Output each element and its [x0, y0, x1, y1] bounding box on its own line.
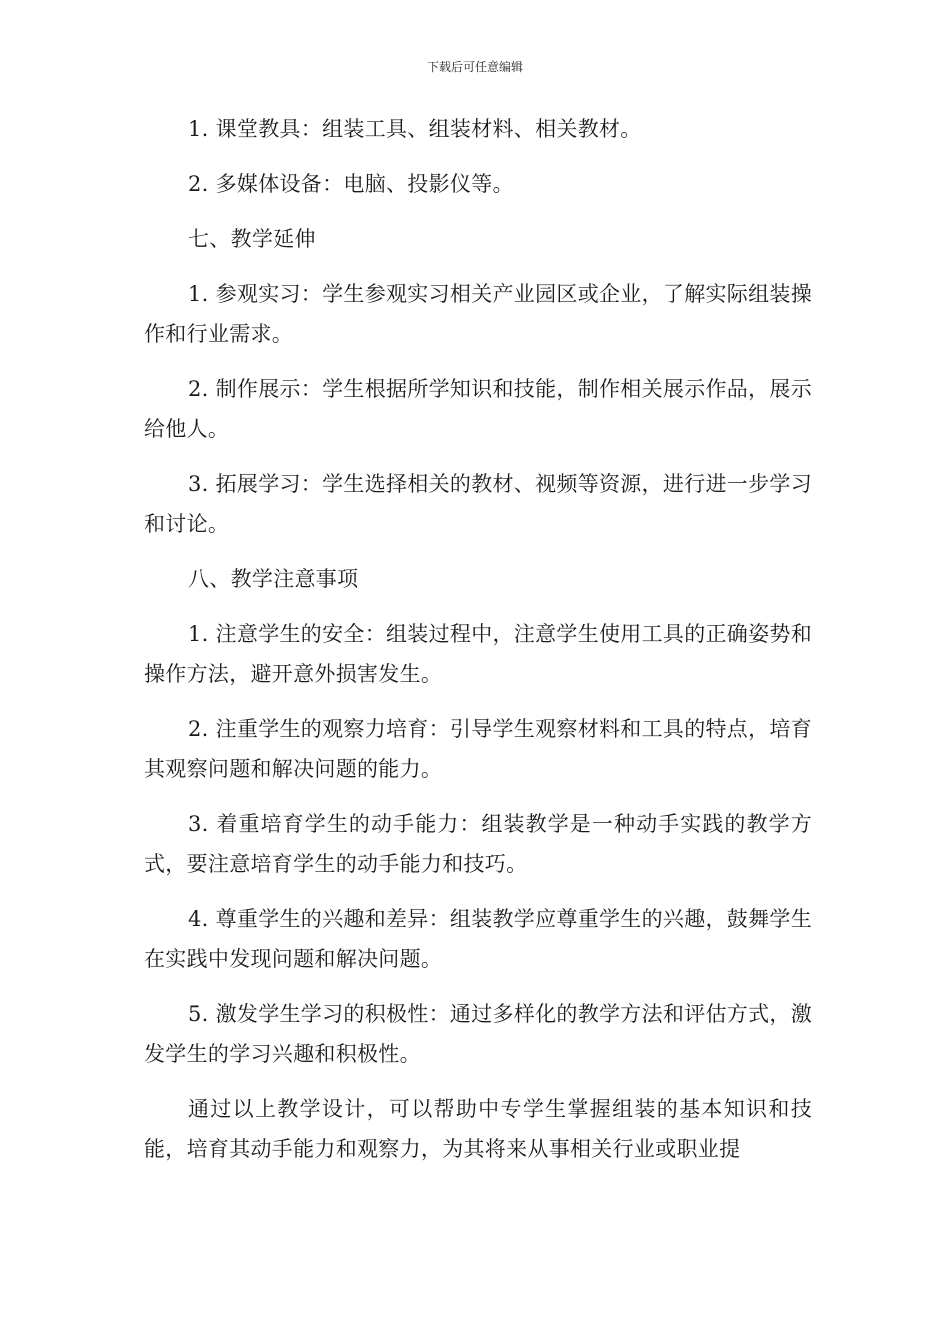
- page-header: 下载后可任意编辑: [426, 60, 523, 74]
- list-item-motivation: 5. 激发学生学习的积极性：通过多样化的教学方法和评估方式，激发学生的学习兴趣和积极性。: [144, 1002, 813, 1066]
- list-item-multimedia: 2. 多媒体设备：电脑、投影仪等。: [188, 172, 514, 196]
- document-body: [144, 109, 812, 1184]
- section-heading-extension: 七、教学延伸: [188, 227, 316, 251]
- closing-paragraph: 通过以上教学设计，可以帮助中专学生掌握组装的基本知识和技能，培育其动手能力和观察力，为其将来从事相关行业或职业提: [144, 1097, 812, 1161]
- list-item-hands-on: 3. 着重培育学生的动手能力：组装教学是一种动手实践的教学方式，要注意培育学生的动手能力和技巧。: [144, 812, 812, 876]
- list-item-showcase: 2. 制作展示：学生根据所学知识和技能，制作相关展示作品，展示给他人。: [144, 377, 813, 441]
- section-heading-notes: 八、教学注意事项: [188, 567, 359, 591]
- list-item-interests: 4. 尊重学生的兴趣和差异：组装教学应尊重学生的兴趣，鼓舞学生在实践中发现问题和解决问题。: [144, 907, 813, 971]
- list-item-extended-study: 3. 拓展学习：学生选择相关的教材、视频等资源，进行进一步学习和讨论。: [144, 472, 813, 536]
- list-item-observation: 2. 注重学生的观察力培育：引导学生观察材料和工具的特点，培育其观察问题和解决问题的能力。: [144, 717, 813, 781]
- list-item-safety: 1. 注意学生的安全：组装过程中，注意学生使用工具的正确姿势和操作方法，避开意外损害发生。: [144, 622, 813, 686]
- list-item-visit: 1. 参观实习：学生参观实习相关产业园区或企业，了解实际组装操作和行业需求。: [144, 282, 813, 346]
- list-item-teaching-tools: 1. 课堂教具：组装工具、组装材料、相关教材。: [188, 117, 642, 141]
